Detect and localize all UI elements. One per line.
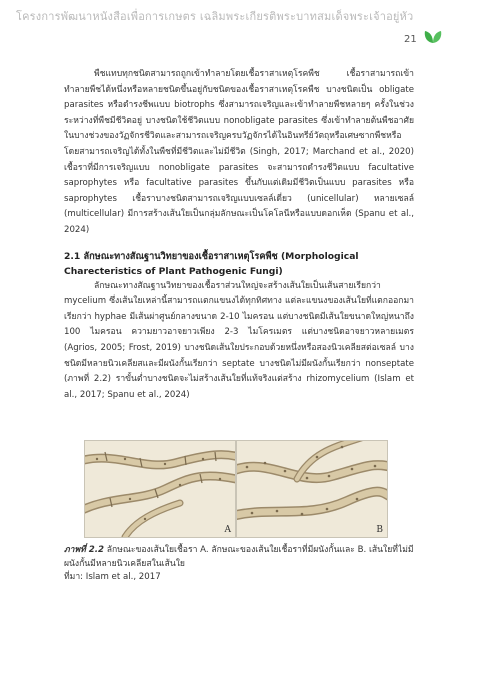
section-heading: 2.1 ลักษณะทางสัณฐานวิทยาของเชื้อราสาเหตุโรคพืช (Morphological Charecteristics of Plant Pathogenic Fungi) [64, 250, 359, 277]
panel-b-label: B [376, 525, 383, 535]
page-header [0, 0, 480, 26]
figure-caption [64, 544, 414, 585]
panel-a-label: A [224, 525, 231, 535]
caption-text: ลักษณะของเส้นใยเชื้อรา A. ลักษณะของเส้นใยเชื้อราที่มีผนังกั้นและ B. เส้นใยที่ไม่มีผนังกั้นมีหลายนิวเคลียสในเส้นใย [64, 545, 414, 569]
hyphae-nonseptate-illustration [237, 441, 387, 537]
hyphae-septate-illustration [85, 441, 235, 537]
header-title: โครงการพัฒนาหนังสือเพื่อการเกษตร เฉลิมพระเกียรติพระบาทสมเด็จพระเจ้าอยู่หัว [16, 10, 414, 23]
page-number: 21 [404, 34, 417, 45]
body-text [64, 67, 414, 403]
paragraph-2: ลักษณะทางสัณฐานวิทยาของเชื้อราส่วนใหญ่จะสร้างเส้นใยเป็นเส้นสายเรียกว่า mycelium ซึ่งเส้นใยเหล่านี้สามารถแตกแขนงได้ทุกทิศทาง แต่ละแขนงของเส้นใยที่แตกออกมาเรียกว่า hyphae มีเส้นผ่าศูนย์กลางขนาด 2-10 ไมครอน แต่บางชนิดมีเส้นใยขนาดใหญ่หนาถึง 100 ไมครอน ความยาวอาจยาวเพียง 2-3 ไมโครเมตร แต่บางชนิดอาจยาวหลายเมตร (Agrios, 2005; Frost, 2019) บางชนิดเส้นใยประกอบด้วยหนึ่งหรือสองนิวเคลียสต่อเซลล์ บางชนิดมีหลายนิวเคลียสและมีผนังกั้นเรียกว่า septate บางชนิดไม่มีผนังกั้นเรียกว่า nonseptate (ภาพที่ 2.2) ราขั้นต่ำบางชนิดจะไม่สร้างเส้นใยที่แท้จริงแต่สร้าง rhizomycelium (Islam et al., 2017; Spanu et al., 2024) [64, 280, 414, 400]
figure-hyphae [84, 440, 404, 540]
paragraph-1: พืชแทบทุกชนิดสามารถถูกเข้าทำลายโดยเชื้อราสาเหตุโรคพืช เชื้อราสามารถเข้าทำลายพืชได้หนึ่งหรือหลายชนิดขึ้นอยู่กับชนิดของเชื้อราสาเหตุโรคพืช บางชนิดเป็น obligate parasites หรือดำรงชีพแบบ biotrophs ซึ่งสามารถเจริญและเข้าทำลายพืชหลายๆ ครั้งในช่วงระหว่างที่พืชมีชีวิตอยู่ บางชนิดใช้ชีวิตแบบ nonobligate parasites ซึ่งเข้าทำลายต้นพืชอาศัยในบางช่วงของวัฏจักรชีวิตและสามารถเจริญครบวัฏจักรได้ในอินทรีย์วัตถุหรือเศษซากพืชหรือโดยสามารถเจริญได้ทั้งในพืชที่มีชีวิตและไม่มีชีวิต (Singh, 2017; Marchand et al., 2020) เชื้อราที่มีการเจริญแบบ nonobligate parasites จะสามารถดำรงชีวิตแบบ facultative saprophytes หรือ facultative parasites ขึ้นกับแต่เดิมมีชีวิตเป็นแบบ parasites หรือ saprophytes เชื้อราบางชนิดสามารถเจริญแบบเซลล์เดี่ยว (unicellular) หลายเซลล์ (multicellular) มีการสร้างเส้นใยเป็นกลุ่มลักษณะเป็นโคโลนีหรือแบบดอกเห็ด (Spanu et al., 2024) [64, 69, 414, 235]
leaf-icon [423, 29, 443, 45]
caption-label: ภาพที่ 2.2 [64, 545, 105, 555]
caption-line [64, 544, 414, 571]
figure-panel-a [84, 440, 236, 538]
figure-panel-b [236, 440, 388, 538]
caption-source: ที่มา: Islam et al., 2017 [64, 572, 161, 582]
